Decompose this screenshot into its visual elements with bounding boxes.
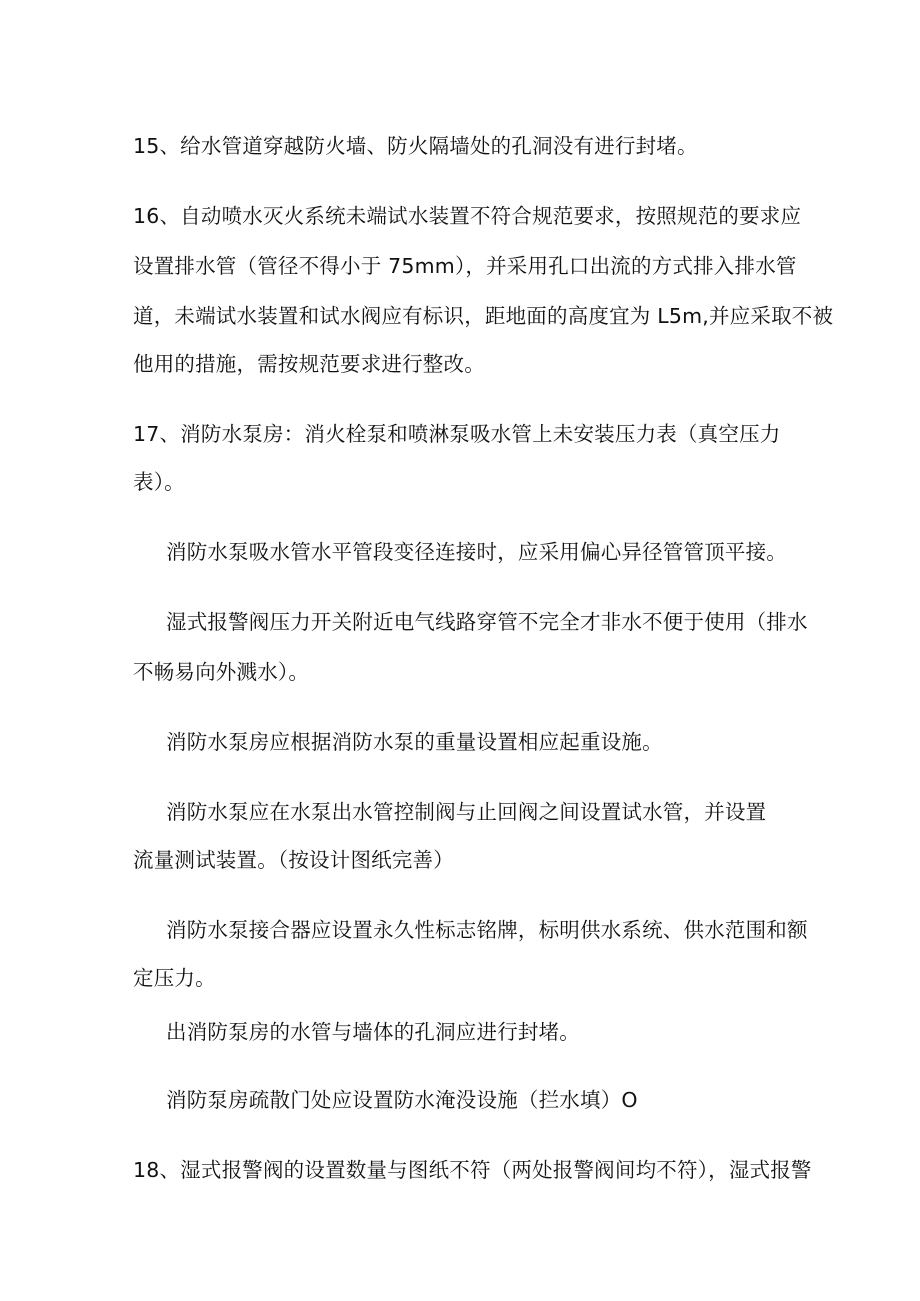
- text-line: 消防水泵接合器应设置永久性标志铭牌，标明供水系统、供水范围和额: [166, 918, 808, 942]
- text-line: 消防水泵应在水泵出水管控制阀与止回阀之间设置试水管，并设置: [166, 800, 767, 824]
- text-line: 道，未端试水装置和试水阀应有标识，距地面的高度宜为 L5m,并应采取不被: [133, 304, 834, 328]
- text-line: 表）。: [133, 470, 185, 494]
- text-line: 定压力。: [133, 966, 216, 990]
- text-line: 设置排水管（管径不得小于 75mm），并采用孔口出流的方式排入排水管: [133, 254, 797, 278]
- text-line: 17、消防水泵房：消火栓泵和喷淋泵吸水管上未安装压力表（真空压力: [133, 422, 781, 446]
- text-line: 消防泵房疏散门处应设置防水淹没设施（拦水填）O: [166, 1088, 638, 1112]
- text-line: 出消防泵房的水管与墙体的孔洞应进行封堵。: [166, 1020, 580, 1044]
- text-line: 消防水泵房应根据消防水泵的重量设置相应起重设施。: [166, 730, 663, 754]
- text-line: 流量测试装置。（按设计图纸完善）: [133, 848, 454, 872]
- text-line: 湿式报警阀压力开关附近电气线路穿管不完全才非水不便于使用（排水: [166, 610, 808, 634]
- text-line: 消防水泵吸水管水平管段变径连接时，应采用偏心异径管管顶平接。: [166, 540, 787, 564]
- text-line: 16、自动喷水灭火系统未端试水装置不符合规范要求，按照规范的要求应: [133, 204, 802, 228]
- text-line: 不畅易向外溅水）。: [133, 660, 310, 684]
- text-line: 他用的措施，需按规范要求进行整改。: [133, 352, 485, 376]
- text-line: 15、给水管道穿越防火墙、防火隔墙处的孔洞没有进行封堵。: [133, 134, 698, 158]
- text-line: 18、湿式报警阀的设置数量与图纸不符（两处报警阀间均不符），湿式报警: [133, 1158, 812, 1182]
